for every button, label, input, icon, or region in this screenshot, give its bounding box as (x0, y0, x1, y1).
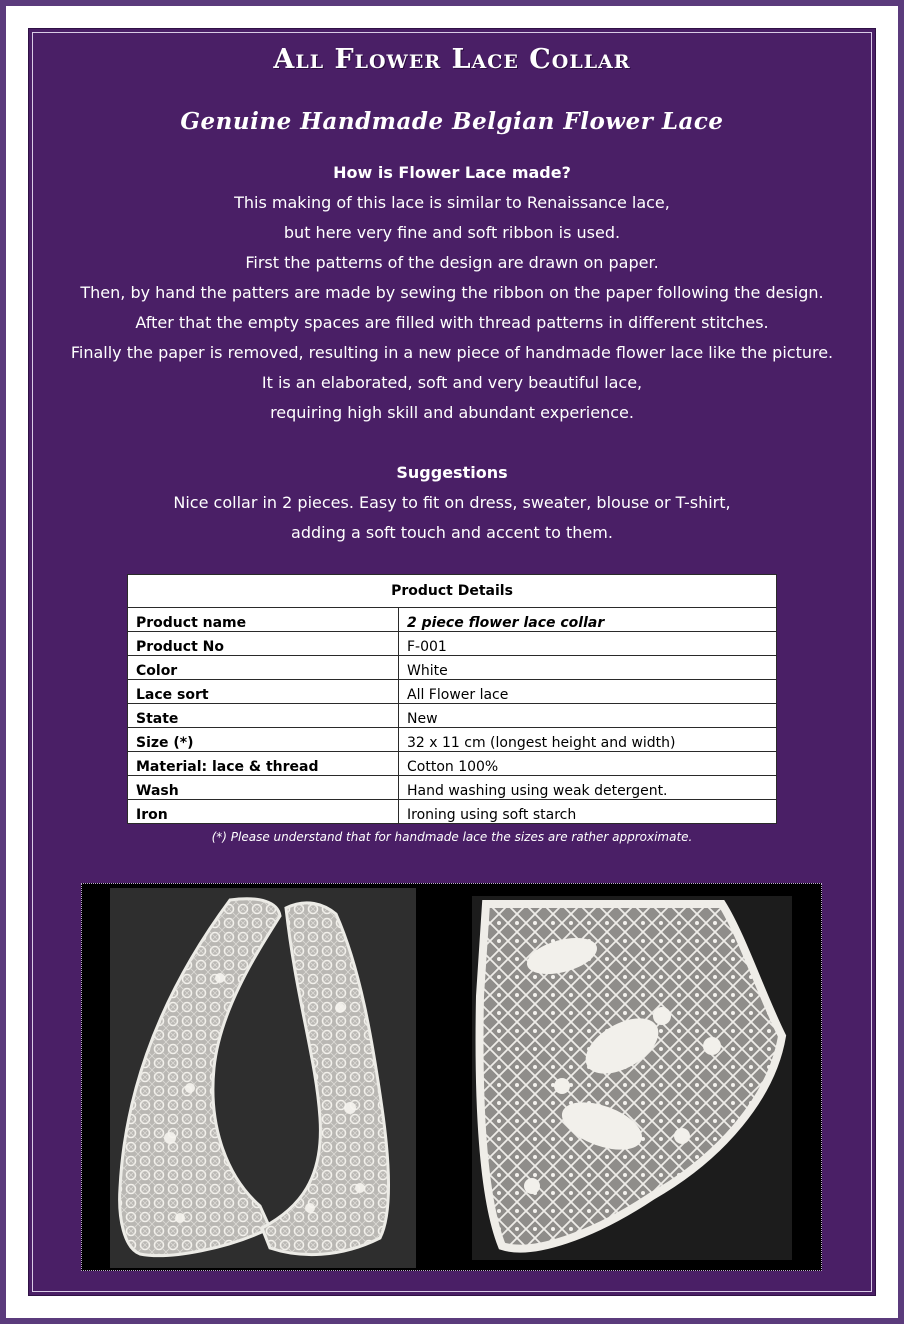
detail-label: Color (128, 656, 399, 680)
suggestions-heading: Suggestions (396, 463, 508, 482)
suggestions-line: adding a soft touch and accent to them. (291, 523, 613, 542)
table-row (128, 800, 777, 824)
detail-value: 32 x 11 cm (longest height and width) (399, 728, 777, 752)
intro-line: but here very fine and soft ribbon is used. (283, 223, 621, 242)
intro-heading: How is Flower Lace made? (333, 163, 571, 182)
table-row (128, 608, 777, 632)
collar-detail-shape (480, 904, 782, 1249)
detail-label: Wash (128, 776, 399, 800)
suggestions-section (20, 458, 884, 548)
table-row (128, 728, 777, 752)
collar-photo (110, 888, 416, 1268)
table-row (128, 680, 777, 704)
intro-section (20, 158, 884, 428)
detail-label: Size (*) (128, 728, 399, 752)
collar-detail-image (472, 896, 792, 1260)
product-photos (81, 883, 822, 1271)
page-subtitle: Genuine Handmade Belgian Flower Lace (180, 108, 724, 135)
detail-label: Material: lace & thread (128, 752, 399, 776)
table-row (128, 752, 777, 776)
suggestions-line: Nice collar in 2 pieces. Easy to fit on dress, sweater, blouse or T-shirt, (173, 493, 731, 512)
collar-left-piece (120, 899, 280, 1256)
detail-label: Lace sort (128, 680, 399, 704)
detail-value: Cotton 100% (399, 752, 777, 776)
detail-value: All Flower lace (399, 680, 777, 704)
detail-label: Iron (128, 800, 399, 824)
detail-value: 2 piece flower lace collar (399, 608, 777, 632)
product-details-table (127, 574, 777, 824)
collar-right-piece (262, 903, 389, 1255)
intro-line: After that the empty spaces are filled with thread patterns in different stitches. (135, 313, 769, 332)
page-title: All Flower Lace Collar (273, 44, 631, 75)
detail-label: Product No (128, 632, 399, 656)
table-heading: Product Details (128, 575, 777, 608)
intro-line: Finally the paper is removed, resulting in a new piece of handmade flower lace like the picture. (70, 343, 834, 362)
table-row (128, 656, 777, 680)
intro-line: This making of this lace is similar to Renaissance lace, (234, 193, 670, 212)
size-note: (*) Please understand that for handmade lace the sizes are rather approximate. (211, 830, 693, 844)
intro-line: It is an elaborated, soft and very beautiful lace, (261, 373, 643, 392)
table-row (128, 704, 777, 728)
intro-line: requiring high skill and abundant experience. (270, 403, 634, 422)
table-row (128, 632, 777, 656)
detail-label: Product name (128, 608, 399, 632)
collar-detail-photo (472, 896, 792, 1260)
table-header-row (128, 575, 777, 608)
detail-value: White (399, 656, 777, 680)
detail-value: New (399, 704, 777, 728)
collar-pieces-image (110, 888, 416, 1268)
detail-label: State (128, 704, 399, 728)
detail-value: Ironing using soft starch (399, 800, 777, 824)
detail-value: F-001 (399, 632, 777, 656)
detail-value: Hand washing using weak detergent. (399, 776, 777, 800)
table-row (128, 776, 777, 800)
intro-line: First the patterns of the design are drawn on paper. (245, 253, 659, 272)
intro-line: Then, by hand the patters are made by sewing the ribbon on the paper following the design. (80, 283, 824, 302)
